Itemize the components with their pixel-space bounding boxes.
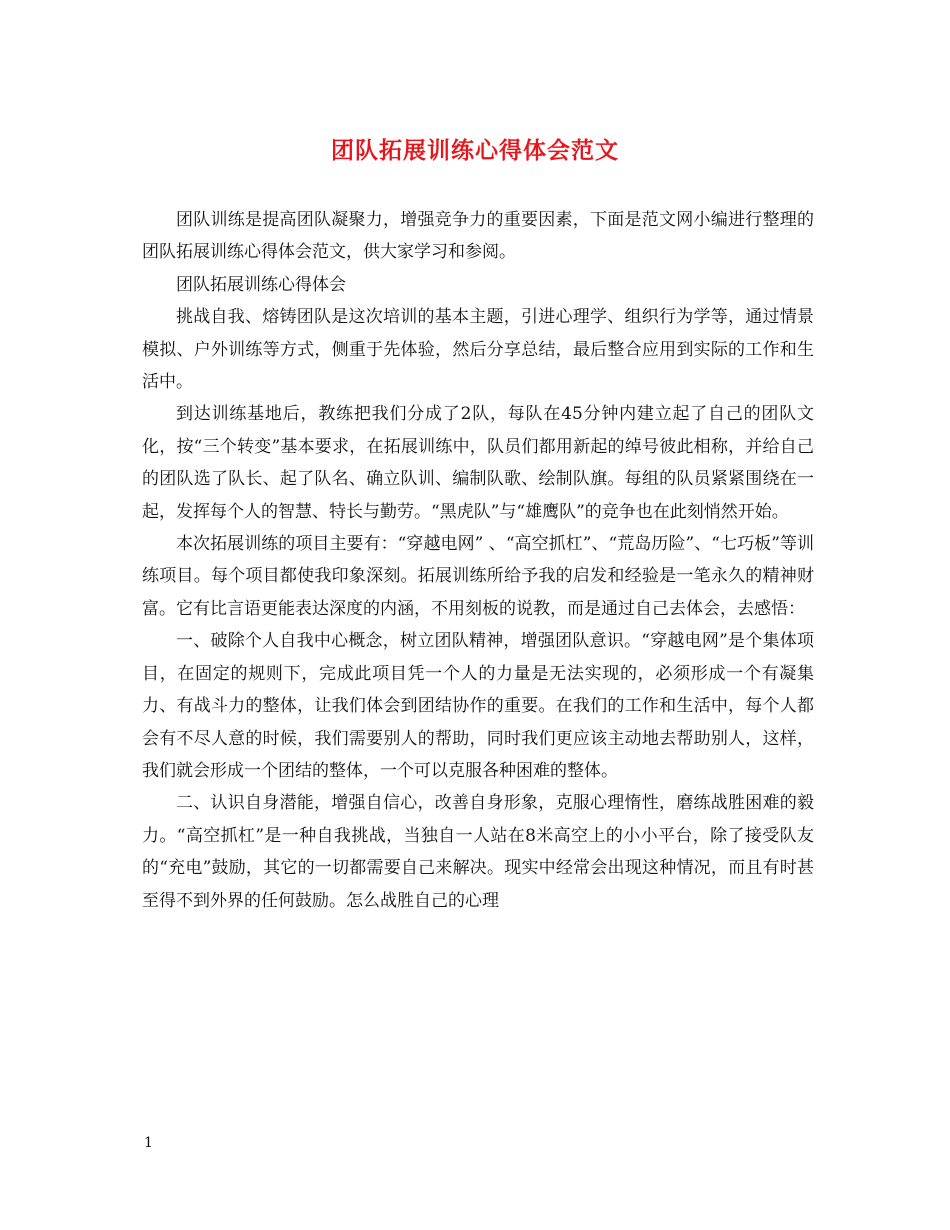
paragraph: 二、认识自身潜能，增强自信心，改善自身形象，克服心理惰性，磨练战胜困难的毅力。“高空抓杠”是一种自我挑战，当独自一人站在8米高空上的小小平台，除了接受队友的“充电”鼓励，其它的一切都需要自己来解决。现实中经常会出现这种情况，而且有时甚至得不到外界的任何鼓励。怎么战胜自己的心理: [142, 793, 814, 911]
paragraph-subheading: 团队拓展训练心得体会: [176, 274, 346, 295]
document-body: [142, 204, 814, 917]
paragraph: 一、破除个人自我中心概念，树立团队精神，增强团队意识。“穿越电网”是个集体项目，在固定的规则下，完成此项目凭一个人的力量是无法实现的，必须形成一个有凝集力、有战斗力的整体，让我们体会到团结协作的重要。在我们的工作和生活中，每个人都会有不尽人意的时候，我们需要别人的帮助，同时我们更应该主动地去帮助别人，这样，我们就会形成一个团结的整体，一个可以克服各种困难的整体。: [142, 631, 814, 781]
page-number: 1: [144, 1135, 153, 1151]
document-title: 团队拓展训练心得体会范文: [331, 137, 619, 164]
paragraph: 到达训练基地后，教练把我们分成了2队，每队在45分钟内建立起了自己的团队文化，按“三个转变”基本要求，在拓展训练中，队员们都用新起的绰号彼此相称，并给自己的团队选了队长、起了队名、确立队训、编制队歌、绘制队旗。每组的队员紧紧围绕在一起，发挥每个人的智慧、特长与勤劳。“黑虎队”与“雄鹰队”的竞争也在此刻悄然开始。: [142, 404, 814, 522]
paragraph: 挑战自我、熔铸团队是这次培训的基本主题，引进心理学、组织行为学等，通过情景模拟、户外训练等方式，侧重于先体验，然后分享总结，最后整合应用到实际的工作和生活中。: [142, 307, 814, 393]
paragraph: 本次拓展训练的项目主要有：“穿越电网” 、“高空抓杠”、“荒岛历险”、“七巧板”等训练项目。每个项目都使我印象深刻。拓展训练所给予我的启发和经验是一笔永久的精神财富。它有比言语更能表达深度的内涵，不用刻板的说教，而是通过自己去体会，去感悟：: [142, 534, 814, 619]
paragraph-intro: 团队训练是提高团队凝聚力，增强竞争力的重要因素，下面是范文网小编进行整理的团队拓展训练心得体会范文，供大家学习和参阅。: [142, 210, 814, 263]
